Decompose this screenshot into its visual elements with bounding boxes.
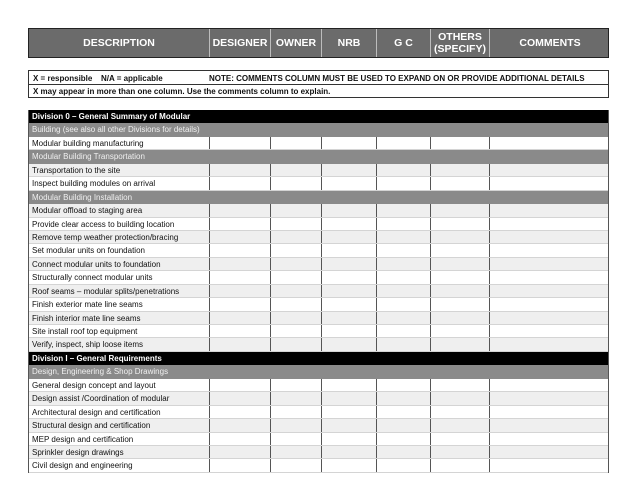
cell-divider bbox=[430, 204, 431, 216]
cell-divider bbox=[209, 177, 210, 189]
table-header bbox=[28, 28, 609, 58]
cell-divider bbox=[270, 325, 271, 337]
division-row bbox=[28, 110, 609, 123]
cell-divider bbox=[376, 419, 377, 431]
cell-divider bbox=[376, 406, 377, 418]
cell-divider bbox=[489, 406, 490, 418]
table-row bbox=[28, 459, 609, 472]
row-label: Verify, inspect, ship loose items bbox=[32, 340, 144, 350]
cell-divider bbox=[489, 244, 490, 256]
column-header-nrb: NRB bbox=[322, 29, 377, 57]
cell-divider bbox=[321, 379, 322, 391]
cell-divider bbox=[376, 325, 377, 337]
section-row bbox=[28, 365, 609, 378]
table-row bbox=[28, 164, 609, 177]
column-header-gc: G C bbox=[377, 29, 431, 57]
cell-divider bbox=[376, 164, 377, 176]
cell-divider bbox=[376, 244, 377, 256]
table-row bbox=[28, 325, 609, 338]
cell-divider bbox=[270, 244, 271, 256]
table-row bbox=[28, 177, 609, 190]
cell-divider bbox=[209, 244, 210, 256]
cell-divider bbox=[430, 164, 431, 176]
cell-divider bbox=[270, 271, 271, 283]
cell-divider bbox=[430, 325, 431, 337]
cell-divider bbox=[430, 218, 431, 230]
row-label: Site install roof top equipment bbox=[32, 327, 138, 336]
cell-divider bbox=[430, 137, 431, 149]
row-label: Connect modular units to foundation bbox=[32, 259, 161, 269]
table-row bbox=[28, 406, 609, 419]
cell-divider bbox=[376, 137, 377, 149]
cell-divider bbox=[270, 204, 271, 216]
cell-divider bbox=[270, 164, 271, 176]
cell-divider bbox=[430, 244, 431, 256]
cell-divider bbox=[209, 231, 210, 243]
cell-divider bbox=[376, 204, 377, 216]
cell-divider bbox=[489, 338, 490, 350]
cell-divider bbox=[321, 177, 322, 189]
cell-divider bbox=[321, 258, 322, 270]
column-header-description: DESCRIPTION bbox=[29, 29, 210, 57]
cell-divider bbox=[376, 379, 377, 391]
cell-divider bbox=[430, 433, 431, 445]
cell-divider bbox=[209, 285, 210, 297]
cell-divider bbox=[209, 446, 210, 458]
cell-divider bbox=[489, 271, 490, 283]
cell-divider bbox=[209, 137, 210, 149]
table-row bbox=[28, 433, 609, 446]
row-label: Design, Engineering & Shop Drawings bbox=[32, 367, 169, 377]
cell-divider bbox=[209, 312, 210, 324]
cell-divider bbox=[489, 137, 490, 149]
row-label: Provide clear access to building location bbox=[32, 219, 175, 229]
cell-divider bbox=[489, 285, 490, 297]
row-label: Building (see also all other Divisions for details) bbox=[32, 125, 200, 135]
cell-divider bbox=[321, 285, 322, 297]
cell-divider bbox=[321, 231, 322, 243]
table-row bbox=[28, 338, 609, 351]
cell-divider bbox=[270, 433, 271, 445]
cell-divider bbox=[270, 218, 271, 230]
table-row bbox=[28, 312, 609, 325]
cell-divider bbox=[489, 218, 490, 230]
cell-divider bbox=[209, 325, 210, 337]
cell-divider bbox=[270, 338, 271, 350]
cell-divider bbox=[489, 177, 490, 189]
cell-divider bbox=[489, 459, 490, 471]
cell-divider bbox=[376, 258, 377, 270]
table-row bbox=[28, 231, 609, 244]
cell-divider bbox=[270, 459, 271, 471]
cell-divider bbox=[270, 177, 271, 189]
cell-divider bbox=[321, 204, 322, 216]
cell-divider bbox=[209, 298, 210, 310]
cell-divider bbox=[209, 164, 210, 176]
legend-responsible: X = responsible bbox=[33, 74, 93, 83]
column-header-designer: DESIGNER bbox=[210, 29, 271, 57]
cell-divider bbox=[376, 298, 377, 310]
table-row bbox=[28, 392, 609, 405]
cell-divider bbox=[270, 392, 271, 404]
table-row bbox=[28, 204, 609, 217]
cell-divider bbox=[321, 271, 322, 283]
table-row bbox=[28, 258, 609, 271]
cell-divider bbox=[430, 338, 431, 350]
table-row bbox=[28, 446, 609, 459]
cell-divider bbox=[376, 218, 377, 230]
legend-applicable: N/A = applicable bbox=[101, 74, 163, 83]
row-label: Roof seams – modular splits/penetrations bbox=[32, 286, 180, 296]
section-row bbox=[28, 123, 609, 136]
cell-divider bbox=[489, 419, 490, 431]
cell-divider bbox=[321, 406, 322, 418]
cell-divider bbox=[376, 446, 377, 458]
row-label: Modular building manufacturing bbox=[32, 138, 144, 148]
legend-box bbox=[28, 70, 609, 98]
cell-divider bbox=[489, 231, 490, 243]
table-row bbox=[28, 271, 609, 284]
cell-divider bbox=[209, 379, 210, 391]
section-row bbox=[28, 150, 609, 163]
cell-divider bbox=[489, 446, 490, 458]
responsibility-table bbox=[28, 110, 609, 473]
table-row bbox=[28, 137, 609, 150]
cell-divider bbox=[376, 433, 377, 445]
cell-divider bbox=[489, 379, 490, 391]
cell-divider bbox=[270, 298, 271, 310]
cell-divider bbox=[430, 258, 431, 270]
cell-divider bbox=[321, 433, 322, 445]
cell-divider bbox=[209, 419, 210, 431]
cell-divider bbox=[489, 325, 490, 337]
row-label: Sprinkler design drawings bbox=[32, 447, 124, 457]
legend-note: NOTE: COMMENTS COLUMN MUST BE USED TO EXPAND ON OR PROVIDE ADDITIONAL DETAILS bbox=[209, 74, 585, 83]
table-row bbox=[28, 419, 609, 432]
row-label: MEP design and certification bbox=[32, 434, 134, 444]
cell-divider bbox=[321, 312, 322, 324]
cell-divider bbox=[321, 325, 322, 337]
row-label: Modular Building Installation bbox=[32, 192, 133, 202]
cell-divider bbox=[321, 164, 322, 176]
cell-divider bbox=[489, 433, 490, 445]
row-label: Finish interior mate line seams bbox=[32, 313, 141, 323]
column-header-others: OTHERS (SPECIFY) bbox=[431, 29, 490, 57]
row-label: Division 0 – General Summary of Modular bbox=[32, 112, 191, 121]
cell-divider bbox=[270, 446, 271, 458]
cell-divider bbox=[270, 312, 271, 324]
cell-divider bbox=[376, 459, 377, 471]
cell-divider bbox=[321, 459, 322, 471]
row-label: Design assist /Coordination of modular bbox=[32, 394, 170, 404]
cell-divider bbox=[430, 406, 431, 418]
row-label: Transportation to the site bbox=[32, 165, 121, 175]
cell-divider bbox=[489, 258, 490, 270]
cell-divider bbox=[321, 338, 322, 350]
cell-divider bbox=[321, 419, 322, 431]
row-label: Division I – General Requirements bbox=[32, 353, 162, 363]
cell-divider bbox=[209, 433, 210, 445]
cell-divider bbox=[209, 204, 210, 216]
cell-divider bbox=[430, 298, 431, 310]
cell-divider bbox=[209, 271, 210, 283]
cell-divider bbox=[321, 446, 322, 458]
column-header-owner: OWNER bbox=[271, 29, 322, 57]
row-label: Civil design and engineering bbox=[32, 461, 133, 471]
cell-divider bbox=[489, 164, 490, 176]
cell-divider bbox=[489, 204, 490, 216]
cell-divider bbox=[270, 419, 271, 431]
cell-divider bbox=[430, 285, 431, 297]
cell-divider bbox=[376, 392, 377, 404]
cell-divider bbox=[430, 459, 431, 471]
row-label: Set modular units on foundation bbox=[32, 246, 145, 256]
cell-divider bbox=[376, 231, 377, 243]
cell-divider bbox=[430, 271, 431, 283]
cell-divider bbox=[430, 177, 431, 189]
table-row bbox=[28, 285, 609, 298]
cell-divider bbox=[430, 392, 431, 404]
table-row bbox=[28, 379, 609, 392]
cell-divider bbox=[376, 285, 377, 297]
cell-divider bbox=[430, 419, 431, 431]
row-label: Architectural design and certification bbox=[32, 407, 161, 417]
cell-divider bbox=[376, 338, 377, 350]
table-row bbox=[28, 298, 609, 311]
cell-divider bbox=[321, 244, 322, 256]
cell-divider bbox=[270, 231, 271, 243]
row-label: Inspect building modules on arrival bbox=[32, 179, 156, 189]
row-label: General design concept and layout bbox=[32, 380, 156, 390]
division-row bbox=[28, 352, 609, 365]
cell-divider bbox=[376, 177, 377, 189]
legend-row-2: X may appear in more than one column. Use the comments column to explain. bbox=[33, 87, 331, 96]
row-label: Modular Building Transportation bbox=[32, 152, 145, 162]
row-label: Structural design and certification bbox=[32, 421, 151, 431]
cell-divider bbox=[489, 298, 490, 310]
cell-divider bbox=[489, 392, 490, 404]
cell-divider bbox=[209, 258, 210, 270]
cell-divider bbox=[430, 379, 431, 391]
row-label: Finish exterior mate line seams bbox=[32, 300, 143, 310]
column-header-comments: COMMENTS bbox=[519, 37, 581, 49]
cell-divider bbox=[209, 406, 210, 418]
cell-divider bbox=[209, 218, 210, 230]
cell-divider bbox=[209, 459, 210, 471]
row-label: Structurally connect modular units bbox=[32, 273, 153, 283]
table-row bbox=[28, 244, 609, 257]
table-row bbox=[28, 218, 609, 231]
cell-divider bbox=[430, 231, 431, 243]
cell-divider bbox=[376, 271, 377, 283]
cell-divider bbox=[321, 137, 322, 149]
section-row bbox=[28, 191, 609, 204]
cell-divider bbox=[321, 392, 322, 404]
cell-divider bbox=[489, 312, 490, 324]
cell-divider bbox=[270, 285, 271, 297]
cell-divider bbox=[209, 338, 210, 350]
cell-divider bbox=[321, 218, 322, 230]
cell-divider bbox=[430, 312, 431, 324]
cell-divider bbox=[270, 137, 271, 149]
row-label: Modular offload to staging area bbox=[32, 206, 143, 216]
cell-divider bbox=[209, 392, 210, 404]
cell-divider bbox=[376, 312, 377, 324]
cell-divider bbox=[270, 406, 271, 418]
row-label: Remove temp weather protection/bracing bbox=[32, 232, 179, 242]
cell-divider bbox=[270, 258, 271, 270]
cell-divider bbox=[321, 298, 322, 310]
cell-divider bbox=[270, 379, 271, 391]
cell-divider bbox=[430, 446, 431, 458]
